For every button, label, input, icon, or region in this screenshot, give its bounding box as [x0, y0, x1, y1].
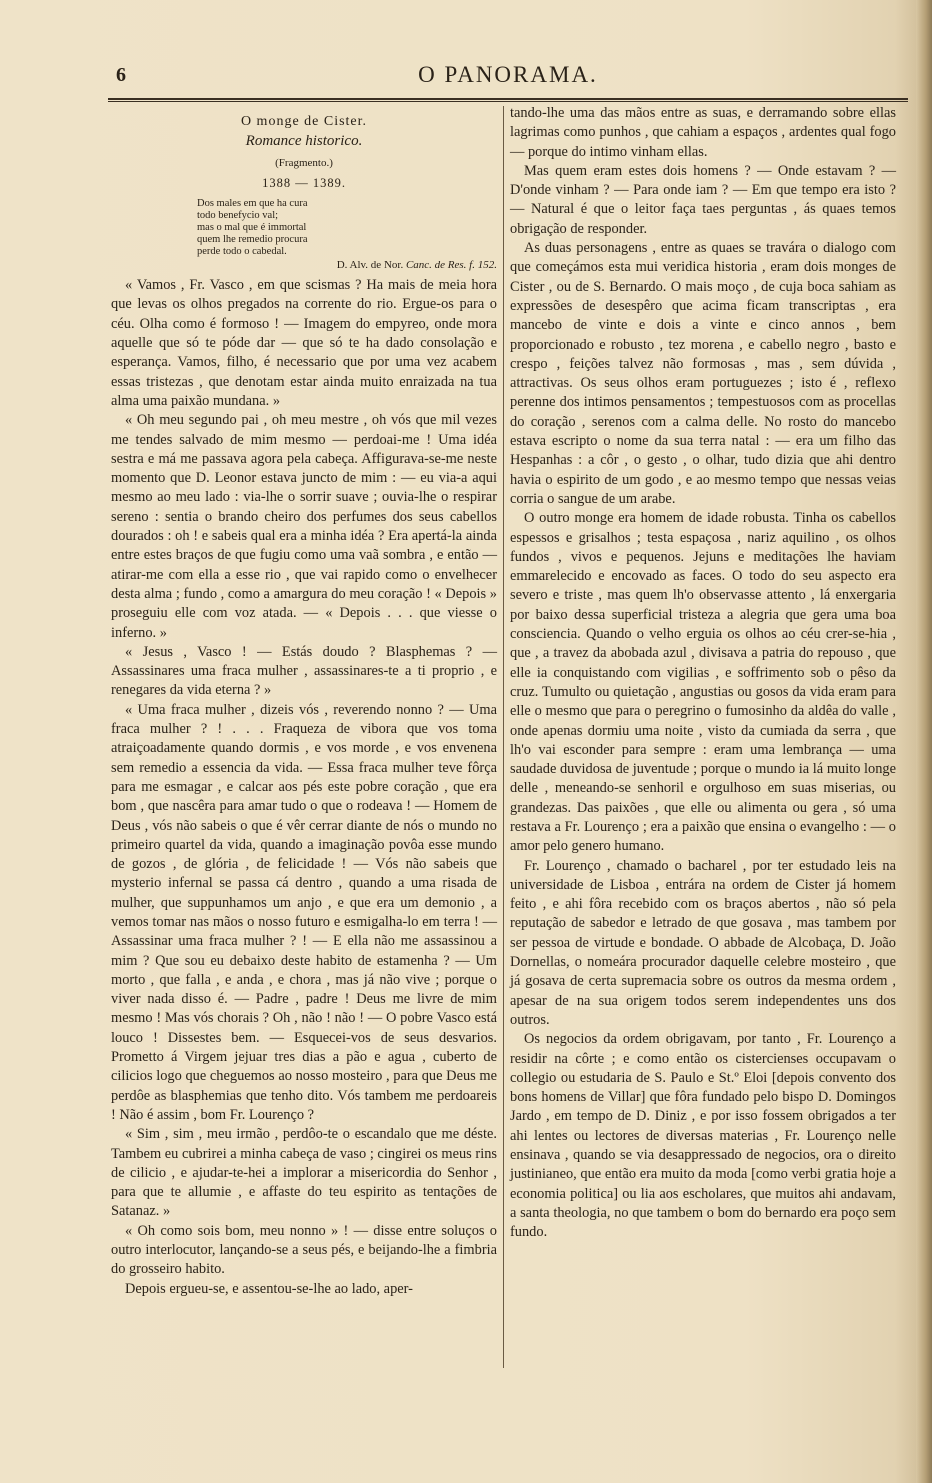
- left-column: [111, 106, 497, 1299]
- paragraph: « Uma fraca mulher , dizeis vós , reverendo nonno ? — Uma fraca mulher ? ! . . . Fraqueza de vibora que vos toma atraiçoadamente quando dormis , e vos morde , e vos envenena sem remedio a essencia da vida. — Essa fraca mulher teve fôrça para me esmagar , e calcar aos pés este pobre coração , que era bom , que nascêra para amar tudo o que o rodeava ! — Homem de Deus , vós não sabeis o que é vêr cerrar diante de nós o mundo no primeiro quartel da vida, quando a imaginação povôa esse mundo de gozos , de glória , de felicidade ! — Vós não sabeis que mysterio infernal se passa cá dentro , quando a uma risada de mulher, que suppunhamos um anjo , e que era um demonio , a vemos tomar nas mãos o nosso futuro e esmigalha-lo em terra ! — Assassinar uma fraca mulher ? ! — E ella não me assassinou a mim ? Que sou eu debaixo deste habito de estamenha ? — Um morto , que falla , e anda , e chora , mas já não vive ; porque o viver nada disso é. — Padre , padre ! Deus me livre de mim mesmo ! Mas vós chorais ? Oh , não ! não ! — O pobre Vasco está louco ! Dissestes bem. — Esquecei-vos de seus desvarios. Prometto á Virgem jejuar tres dias a pão e agua , cuberto de cilicios logo que cheguemos ao nosso mosteiro , para que Deus me perdôe as blasphemias que tenho dito. Vós tambem me perdoareis ! Não é assim , bom Fr. Lourenço ?: [111, 701, 497, 1123]
- paragraph: « Sim , sim , meu irmão , perdôo-te o escandalo que me déste. Tambem eu cubrirei a minha cabeça de vaso ; cingirei os meus rins de cilicio , e ajudar-te-hei a implorar a misericordia do Senhor , para que te allumie , e affaste do teu espirito as tentações de Satanaz. »: [111, 1126, 497, 1220]
- page-number: 6: [116, 64, 126, 86]
- header-rule-thin: [108, 101, 908, 102]
- epigraph-line: perde todo o cabedal.: [197, 246, 287, 258]
- paragraph: tando-lhe uma das mãos entre as suas, e derramando sobre ellas lagrimas como punhos , que cahiam a espaços , ardentes qual fogo — porque do intimo vinham ellas.: [510, 105, 896, 160]
- epigraph-line: todo benefycio val;: [197, 210, 279, 222]
- epigraph-citation: [197, 259, 497, 271]
- epigraph-author: D. Alv. de Nor.: [336, 259, 404, 272]
- journal-title: O PANORAMA.: [418, 62, 598, 87]
- paragraph: Depois ergueu-se, e assentou-se-lhe ao lado, aper-: [125, 1280, 413, 1297]
- right-column: [510, 104, 896, 1243]
- paragraph: O outro monge era homem de idade robusta. Tinha os cabellos espessos e grisalhos ; testa espaçosa , nariz aquilino , os olhos fundos , vivos e pequenos. Jejuns e meditações lhe haviam emmarelecido e encovado as faces. O todo do seu aspecto era severo e triste , mas quem lh'o observasse attento , lá enxergaria por baixo dessa superficial tristeza a alegria que gera uma boa consciencia. Quando o velho erguia os olhos ao céu crer-se-hia , que , a travez da abobada azul , divisava a patria do repouso , que elle ia conquistando com vigilias , e soffrimento sob o pêso da cruz. Tumulto ou quietação , angustias ou gosos da vida eram para elle o mesmo que para o peregrino o fumosinho da aldêa do valle , onde apenas dormiu uma noite , visto da cumiada da serra , que lh'o vai esconder para sempre : eram uma lembrança — uma saudade duvidosa de juventude ; porque o mundo ia lá muito longe delle , meneando-se senhoril e orgulhoso em suas miserias, ou grandezas. Das paixões , que elle ou alimenta ou gera , só uma restava a Fr. Lourenço ; era a paixão que ensina o evangelho : — o amor pelo genero humano.: [510, 510, 896, 855]
- column-divider: [503, 106, 504, 1368]
- page-edge: [916, 0, 932, 1483]
- paragraph: « Vamos , Fr. Vasco , em que scismas ? Ha mais de meia hora que levas os olhos pregados na corrente do rio. Ergue-os para o céu. Olha como é formoso ! — Imagem do empyreo, onde mora aquelle que só te póde dar — que só te ha dado consolação e esperança. Vamos, filho, é necessario que por uma vez acabem essas tristezas , que denotam estar ainda muito enraizada na tua alma uma paixão mundana. »: [111, 277, 497, 409]
- paragraph: Os negocios da ordem obrigavam, por tanto , Fr. Lourenço a residir na côrte ; e como então os cistercienses occupavam o collegio ou estudaria de S. Paulo e St.º Eloi [depois convento dos bons homens de Villar] que fôra fundado pelo bispo D. Domingos Jardo , em tempo de D. Diniz , e por isso fossem obrigados a ter ahi lentes ou lectores de diversas materias , Fr. Lourenço nelle ensinava , quando se via desappressado de negocios, ora o direito justinianeo, que então era muito da moda [como verbi gratia hoje a economia politica] ou lia aos escholares, que muitos ahi andavam, a santa theologia, no que tambem o bom do bernardo era poço sem fundo.: [510, 1031, 896, 1241]
- page-header: [108, 62, 908, 96]
- epigraph-line: Dos males em que ha cura: [197, 198, 308, 210]
- epigraph-line: mas o mal que é immortal: [197, 222, 307, 234]
- article-heading: [111, 112, 497, 193]
- epigraph: [197, 198, 497, 271]
- paragraph: « Oh como sois bom, meu nonno » ! — disse entre soluços o outro interlocutor, lançando-se a seus pés, e beijando-lhe a fimbria do grosseiro habito.: [111, 1222, 497, 1278]
- paragraph: « Oh meu segundo pai , oh meu mestre , oh vós que mil vezes me tendes salvado de mim mesmo — perdoai-me ! Uma idéa sestra e má me passava agora pela cabeça. Affigurava-se-me neste momento que D. Leonor estava juncto de mim : — eu via-a aqui mesmo ao meu lado : via-lhe o sorrir suave ; ouvia-lhe o respirar sereno : sentia o brando cheiro dos perfumes dos seus cabellos dourados : oh ! e sabeis qual era a minha idéa ? Era apertá-la ainda entre estes braços de que fugiu como uma vaã sombra , e então — atirar-me com ella a esse rio , que vai rapido como o envelhecer desta alma ; fundo , como a amargura do meu coração ! « Depois » proseguiu elle com voz atada. — « Depois . . . que viesse o inferno. »: [111, 412, 497, 641]
- paragraph: Fr. Lourenço , chamado o bacharel , por ter estudado leis na universidade de Lisboa , entrára na ordem de Cister já homem feito , e ahi fôra recebido com os braços abertos , não só pela reputação de sabedor e letrado de que gosava , mas tambem por ser pessoa de virtude e bondade. O abbade de Alcobaça, D. João Dornellas, o nomeára procurador daquelle celebre mosteiro , que já gosava de certa supremacia sobre os outros da mesma ordem , apesar de na sua origem todos serem independentes uns dos outros.: [510, 857, 896, 1028]
- article-dates: 1388 — 1389.: [262, 175, 346, 190]
- paragraph: « Jesus , Vasco ! — Estás doudo ? Blasphemas ? — Assassinares uma fraca mulher , assassinares-te a ti proprio , e renegares da vida eterna ? »: [111, 643, 497, 699]
- article-subtitle: Romance historico.: [245, 133, 363, 150]
- epigraph-source: Canc. de Res. f. 152.: [405, 259, 497, 272]
- paragraph: Mas quem eram estes dois homens ? — Onde estavam ? — D'onde vinham ? — Para onde iam ? — Em que tempo era isto ? — Natural é que o leitor faça taes perguntas , ás quaes temos obrigação de responder.: [510, 162, 896, 237]
- article-title: O monge de Cister.: [240, 114, 368, 129]
- paragraph: As duas personagens , entre as quaes se travára o dialogo com que começámos esta mui veridica historia , eram dois monges de Cister , ou de S. Bernardo. O mais moço , de cuja boca sahiam as expressões de desespêro que acima ficam transcriptas , era mancebo de vinte e dois a vinte e cinco annos , bem proporcionado e robusto , tez morena , e cabello negro , basto e crespo , feições talvez não formosas , mas , sem dúvida , attractivas. Os seus olhos eram portuguezes ; isto é , reflexo perenne dos intimos pensamentos ; tempestuosos com as procellas do coração , serenos com a calma delle. No rosto do mancebo estava escripto o nome da sua terra natal : — era um filho das Hespanhas : a côr , o gesto , o olhar, tudo dizia que ahi dentro havia o espirito de um godo , e ao mesmo tempo que nessas veias corria o sangue de um arabe.: [510, 240, 896, 507]
- epigraph-line: quem lhe remedio procura: [197, 234, 308, 246]
- article-fragment-note: (Fragmento.): [275, 156, 333, 169]
- header-rule: [108, 98, 908, 100]
